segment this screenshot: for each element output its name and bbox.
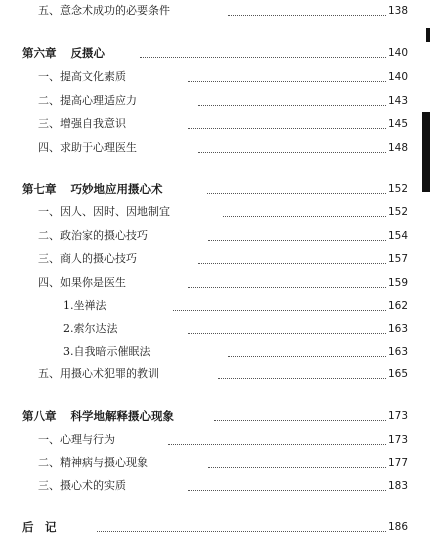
toc-entry-title [38, 115, 130, 133]
dot-leader [140, 39, 386, 58]
chapter-number: 第六章 [22, 46, 57, 60]
toc-entry[interactable] [0, 274, 430, 292]
dot-leader [168, 426, 386, 445]
section-title: 一、心理与行为 [38, 433, 115, 446]
subsection-title: 1.坐禅法 [63, 299, 107, 312]
toc-entry[interactable] [0, 92, 430, 110]
toc-entry[interactable] [0, 250, 430, 268]
subsection-title: 2.索尔达法 [63, 322, 118, 335]
page-number: 183 [387, 480, 408, 492]
page-number: 157 [387, 253, 408, 265]
toc-entry-title [22, 180, 167, 198]
toc-chapter-entry[interactable] [0, 180, 430, 198]
page-number: 173 [387, 434, 408, 446]
toc-entry-title [38, 2, 174, 20]
section-title: 一、提高文化素质 [38, 70, 126, 83]
dot-leader [207, 175, 386, 194]
chapter-number: 第八章 [22, 409, 57, 423]
page-number: 152 [387, 206, 408, 218]
dot-leader [188, 315, 386, 334]
dot-leader [208, 222, 386, 241]
page-number: 163 [387, 346, 408, 358]
section-title: 五、意念术成功的必要条件 [38, 4, 170, 17]
chapter-title: 反摄心 [70, 46, 105, 60]
toc-entry-title [38, 250, 141, 268]
toc-entry-title [63, 297, 111, 315]
toc-entry[interactable] [0, 2, 430, 20]
page-number: 152 [387, 183, 408, 195]
dot-leader [228, 0, 386, 16]
section-title: 四、求助于心理医生 [38, 141, 137, 154]
chapter-title: 巧妙地应用摄心术 [70, 182, 163, 196]
section-title: 一、因人、因时、因地制宜 [38, 205, 170, 218]
section-title: 三、摄心术的实质 [38, 479, 126, 492]
page-number: 165 [387, 368, 408, 380]
page-number: 163 [387, 323, 408, 335]
toc-entry-title [38, 477, 130, 495]
section-title: 二、提高心理适应力 [38, 94, 137, 107]
page-number: 140 [387, 47, 408, 59]
page-number: 159 [387, 277, 408, 289]
toc-entry-title [38, 274, 130, 292]
dot-leader [188, 63, 386, 82]
page-number: 138 [387, 5, 408, 17]
dot-leader [214, 402, 386, 421]
page-number: 140 [387, 71, 408, 83]
toc-chapter-entry[interactable] [0, 518, 430, 536]
binding-shadow-top [426, 28, 430, 42]
toc-entry[interactable] [0, 68, 430, 86]
toc-entry[interactable] [0, 477, 430, 495]
page-number: 145 [387, 118, 408, 130]
toc-entry[interactable] [0, 297, 430, 315]
toc-entry-title [38, 454, 152, 472]
page-number: 148 [387, 142, 408, 154]
dot-leader [208, 449, 386, 468]
dot-leader [188, 110, 386, 129]
dot-leader [173, 292, 386, 311]
toc-entry[interactable] [0, 139, 430, 157]
toc-entry[interactable] [0, 431, 430, 449]
page-number: 162 [387, 300, 408, 312]
dot-leader [218, 360, 386, 379]
toc-entry-title [22, 44, 109, 62]
dot-leader [198, 134, 386, 153]
toc-entry-title [22, 518, 75, 536]
section-title: 五、用摄心术犯罪的教训 [38, 367, 159, 380]
page-number: 177 [387, 457, 408, 469]
toc-entry-title [63, 343, 155, 361]
chapter-number: 第七章 [22, 182, 57, 196]
toc-entry-title [38, 365, 163, 383]
toc-entry[interactable] [0, 115, 430, 133]
toc-chapter-entry[interactable] [0, 44, 430, 62]
dot-leader [223, 198, 386, 217]
section-title: 二、精神病与摄心现象 [38, 456, 148, 469]
chapter-number: 后 记 [22, 520, 57, 534]
page-number: 143 [387, 95, 408, 107]
toc-entry[interactable] [0, 227, 430, 245]
page-number: 173 [387, 410, 408, 422]
page-number: 186 [387, 521, 408, 533]
subsection-title: 3.自我暗示催眠法 [63, 345, 151, 358]
section-title: 三、商人的摄心技巧 [38, 252, 137, 265]
toc-entry-title [38, 68, 130, 86]
toc-entry[interactable] [0, 454, 430, 472]
dot-leader [198, 87, 386, 106]
chapter-title: 科学地解释摄心现象 [70, 409, 174, 423]
toc-entry-title [22, 407, 178, 425]
toc-entry-title [38, 203, 174, 221]
toc-entry[interactable] [0, 203, 430, 221]
toc-entry-title [38, 431, 119, 449]
toc-entry[interactable] [0, 343, 430, 361]
toc-entry-title [63, 320, 122, 338]
section-title: 三、增强自我意识 [38, 117, 126, 130]
toc-entry[interactable] [0, 320, 430, 338]
dot-leader [228, 338, 386, 357]
toc-entry-title [38, 139, 141, 157]
section-title: 四、如果你是医生 [38, 276, 126, 289]
section-title: 二、政治家的摄心技巧 [38, 229, 148, 242]
dot-leader [188, 472, 386, 491]
toc-entry-title [38, 92, 141, 110]
toc-entry[interactable] [0, 365, 430, 383]
dot-leader [97, 513, 386, 532]
dot-leader [198, 245, 386, 264]
dot-leader [188, 269, 386, 288]
toc-entry-title [38, 227, 152, 245]
page-number: 154 [387, 230, 408, 242]
toc-chapter-entry[interactable] [0, 407, 430, 425]
